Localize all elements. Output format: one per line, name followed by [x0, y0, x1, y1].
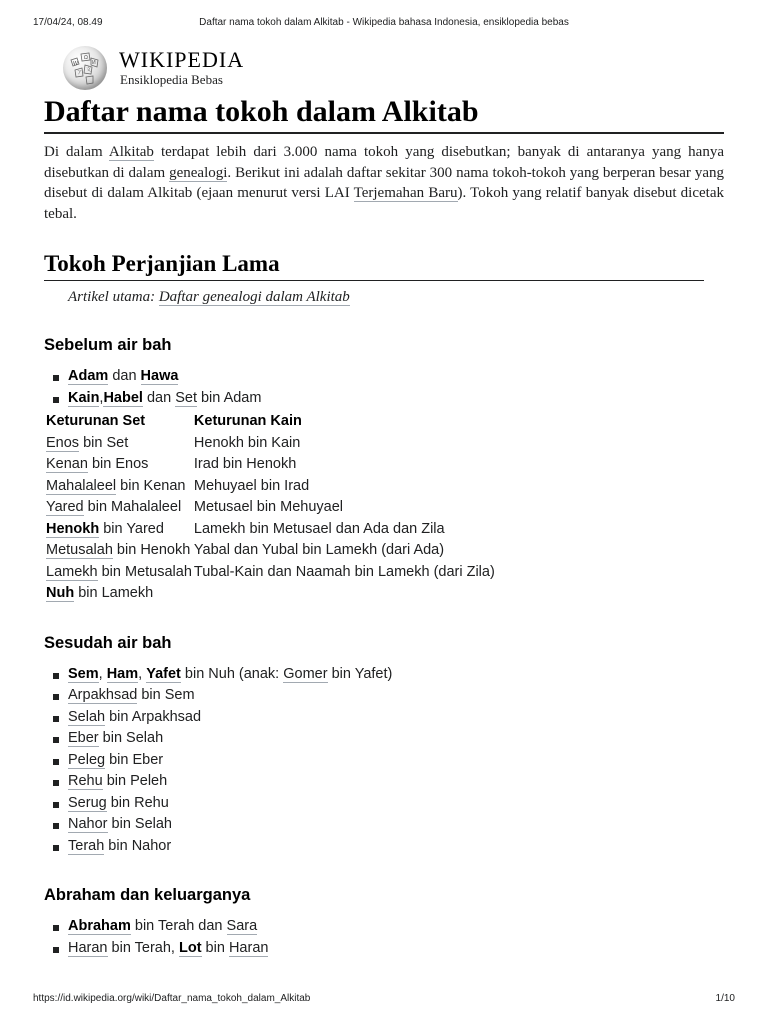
list-item: Nahor bin Selah — [44, 814, 724, 836]
link-person[interactable]: Rehu — [68, 773, 103, 789]
table-cell: Enos bin Set — [46, 434, 129, 451]
section-heading-perjanjian-lama: Tokoh Perjanjian Lama — [44, 250, 704, 281]
table-row — [44, 497, 495, 519]
svg-text:W: W — [73, 61, 78, 67]
print-url: https://id.wikipedia.org/wiki/Daftar_nama_tokoh_dalam_Alkitab — [33, 993, 311, 1004]
svg-text:Ω: Ω — [84, 55, 88, 61]
list-item: Abraham bin Terah dan Sara — [44, 916, 724, 938]
link-person[interactable]: Henokh — [46, 520, 100, 537]
table-cell — [192, 583, 495, 605]
column-header-keturunan-kain: Keturunan Kain — [193, 413, 302, 429]
table-row — [44, 433, 495, 455]
table-row — [44, 540, 495, 562]
table-cell: Yabal dan Yubal bin Lamekh (dari Ada) — [193, 542, 445, 558]
link-person[interactable]: Serug — [68, 794, 107, 811]
link-genealogi[interactable]: genealogi — [169, 164, 228, 181]
list-item: Arpakhsad bin Sem — [44, 685, 724, 707]
svg-text:ア: ア — [77, 70, 83, 76]
link-gomer[interactable]: Gomer — [283, 665, 328, 682]
column-header-keturunan-set: Keturunan Set — [46, 413, 146, 429]
link-yafet[interactable]: Yafet — [146, 665, 181, 682]
hatnote — [68, 287, 724, 307]
list-item: Haran bin Terah, Lot bin Haran — [44, 938, 724, 960]
link-person[interactable]: Yared — [46, 499, 84, 515]
list-abraham — [44, 916, 724, 959]
intro-text-2: terdapat lebih dari 3.000 nama tokoh yang disebutkan; banyak di antaranya yang hanya disebutkan di dalam — [44, 144, 724, 181]
table-cell: Henokh bin Kain — [193, 434, 301, 451]
intro-text-4: ). Tokoh yang relatif banyak disebut dicetak tebal. — [44, 185, 724, 222]
link-person[interactable]: Kenan — [46, 456, 88, 472]
link-person[interactable]: Lamekh — [46, 563, 98, 580]
intro-paragraph — [44, 142, 724, 224]
svg-text:И: И — [92, 60, 96, 66]
page-title: Daftar nama tokoh dalam Alkitab — [44, 94, 724, 134]
table-cell: Nuh bin Lamekh — [46, 585, 154, 601]
link-person[interactable]: Peleg — [68, 751, 106, 768]
wikipedia-globe-icon — [63, 46, 107, 90]
subheading-abraham: Abraham dan keluarganya — [44, 886, 251, 904]
table-cell: Mahalaleel bin Kenan — [46, 477, 186, 494]
print-page-number: 1/10 — [715, 993, 735, 1004]
wikipedia-wordmark: WIKIPEDIA — [119, 47, 245, 72]
table-row — [44, 583, 495, 605]
print-date: 17/04/24, 08.49 — [33, 17, 103, 28]
link-haran[interactable]: Haran — [68, 939, 108, 956]
wikipedia-tagline: Ensiklopedia Bebas — [120, 72, 223, 87]
list-sesudah-air-bah — [44, 664, 724, 858]
table-cell: Mehuyael bin Irad — [193, 477, 310, 494]
link-person[interactable]: Mahalaleel — [46, 477, 117, 494]
list-item: Peleg bin Eber — [44, 750, 724, 772]
genealogy-table — [44, 411, 495, 605]
table-row — [44, 519, 495, 541]
link-sem[interactable]: Sem — [68, 665, 99, 682]
list-sebelum-air-bah — [44, 366, 724, 409]
subheading-sebelum-air-bah: Sebelum air bah — [44, 336, 172, 354]
table-cell: Kenan bin Enos — [46, 456, 149, 472]
link-lot[interactable]: Lot — [178, 939, 202, 956]
list-item: Serug bin Rehu — [44, 793, 724, 815]
subheading-sesudah-air-bah: Sesudah air bah — [44, 633, 172, 652]
link-person[interactable]: Nuh — [46, 585, 75, 601]
link-person[interactable]: Terah — [68, 837, 105, 854]
list-item: Kain,Habel dan Set bin Adam — [44, 388, 724, 410]
link-haran-2[interactable]: Haran — [228, 939, 269, 956]
wikipedia-logo[interactable] — [60, 43, 300, 93]
table-cell: Lamekh bin Metusael dan Ada dan Zila — [193, 520, 445, 537]
table-cell: Metusalah bin Henokh — [46, 542, 191, 558]
link-daftar-genealogi[interactable]: Daftar genealogi dalam Alkitab — [158, 289, 350, 305]
link-person[interactable]: Nahor — [68, 816, 108, 832]
list-item: Terah bin Nahor — [44, 836, 724, 858]
intro-text-3: . Berikut ini adalah daftar sekitar 300 nama tokoh-tokoh yang berperan besar yang disebut di dalam Alkitab (ejaan menurut versi LAI — [44, 164, 724, 201]
intro-text-1: Di dalam — [44, 144, 109, 160]
link-set[interactable]: Set — [175, 389, 197, 406]
table-row — [44, 562, 495, 584]
table-cell: Henokh bin Yared — [46, 520, 164, 537]
table-cell: Metusael bin Mehuyael — [193, 499, 344, 515]
table-cell: Tubal-Kain dan Naamah bin Lamekh (dari Zila) — [193, 563, 495, 580]
table-row — [44, 476, 495, 498]
article-content — [44, 94, 724, 959]
link-person[interactable]: Arpakhsad — [68, 687, 138, 703]
link-terjemahan-baru[interactable]: Terjemahan Baru — [353, 185, 458, 201]
link-sara[interactable]: Sara — [226, 918, 258, 934]
link-ham[interactable]: Ham — [106, 665, 139, 682]
link-person[interactable]: Enos — [46, 434, 80, 451]
link-alkitab[interactable]: Alkitab — [108, 144, 154, 160]
link-habel[interactable]: Habel — [103, 389, 143, 406]
print-title: Daftar nama tokoh dalam Alkitab - Wikipedia bahasa Indonesia, ensiklopedia bebas — [199, 17, 569, 28]
link-person[interactable]: Metusalah — [46, 542, 113, 558]
list-item: Eber bin Selah — [44, 728, 724, 750]
list-item: Adam dan Hawa — [44, 366, 724, 388]
table-row — [44, 454, 495, 476]
list-item: Sem, Ham, Yafet bin Nuh (anak: Gomer bin Yafet) — [44, 664, 724, 686]
link-kain[interactable]: Kain — [68, 389, 100, 406]
hatnote-prefix: Artikel utama: — [68, 289, 159, 305]
link-abraham[interactable]: Abraham — [68, 918, 131, 934]
print-footer — [33, 993, 735, 1007]
link-person[interactable]: Selah — [68, 708, 106, 725]
list-item: Rehu bin Peleh — [44, 771, 724, 793]
table-cell: Yared bin Mahalaleel — [46, 499, 182, 515]
table-cell: Lamekh bin Metusalah — [46, 563, 192, 580]
print-header — [33, 17, 735, 31]
list-item: Selah bin Arpakhsad — [44, 707, 724, 729]
table-header-row — [44, 411, 495, 433]
link-person[interactable]: Eber — [68, 730, 99, 746]
link-hawa[interactable]: Hawa — [140, 368, 179, 384]
table-cell: Irad bin Henokh — [193, 456, 297, 472]
link-adam[interactable]: Adam — [68, 368, 109, 384]
svg-text:文: 文 — [86, 67, 92, 73]
